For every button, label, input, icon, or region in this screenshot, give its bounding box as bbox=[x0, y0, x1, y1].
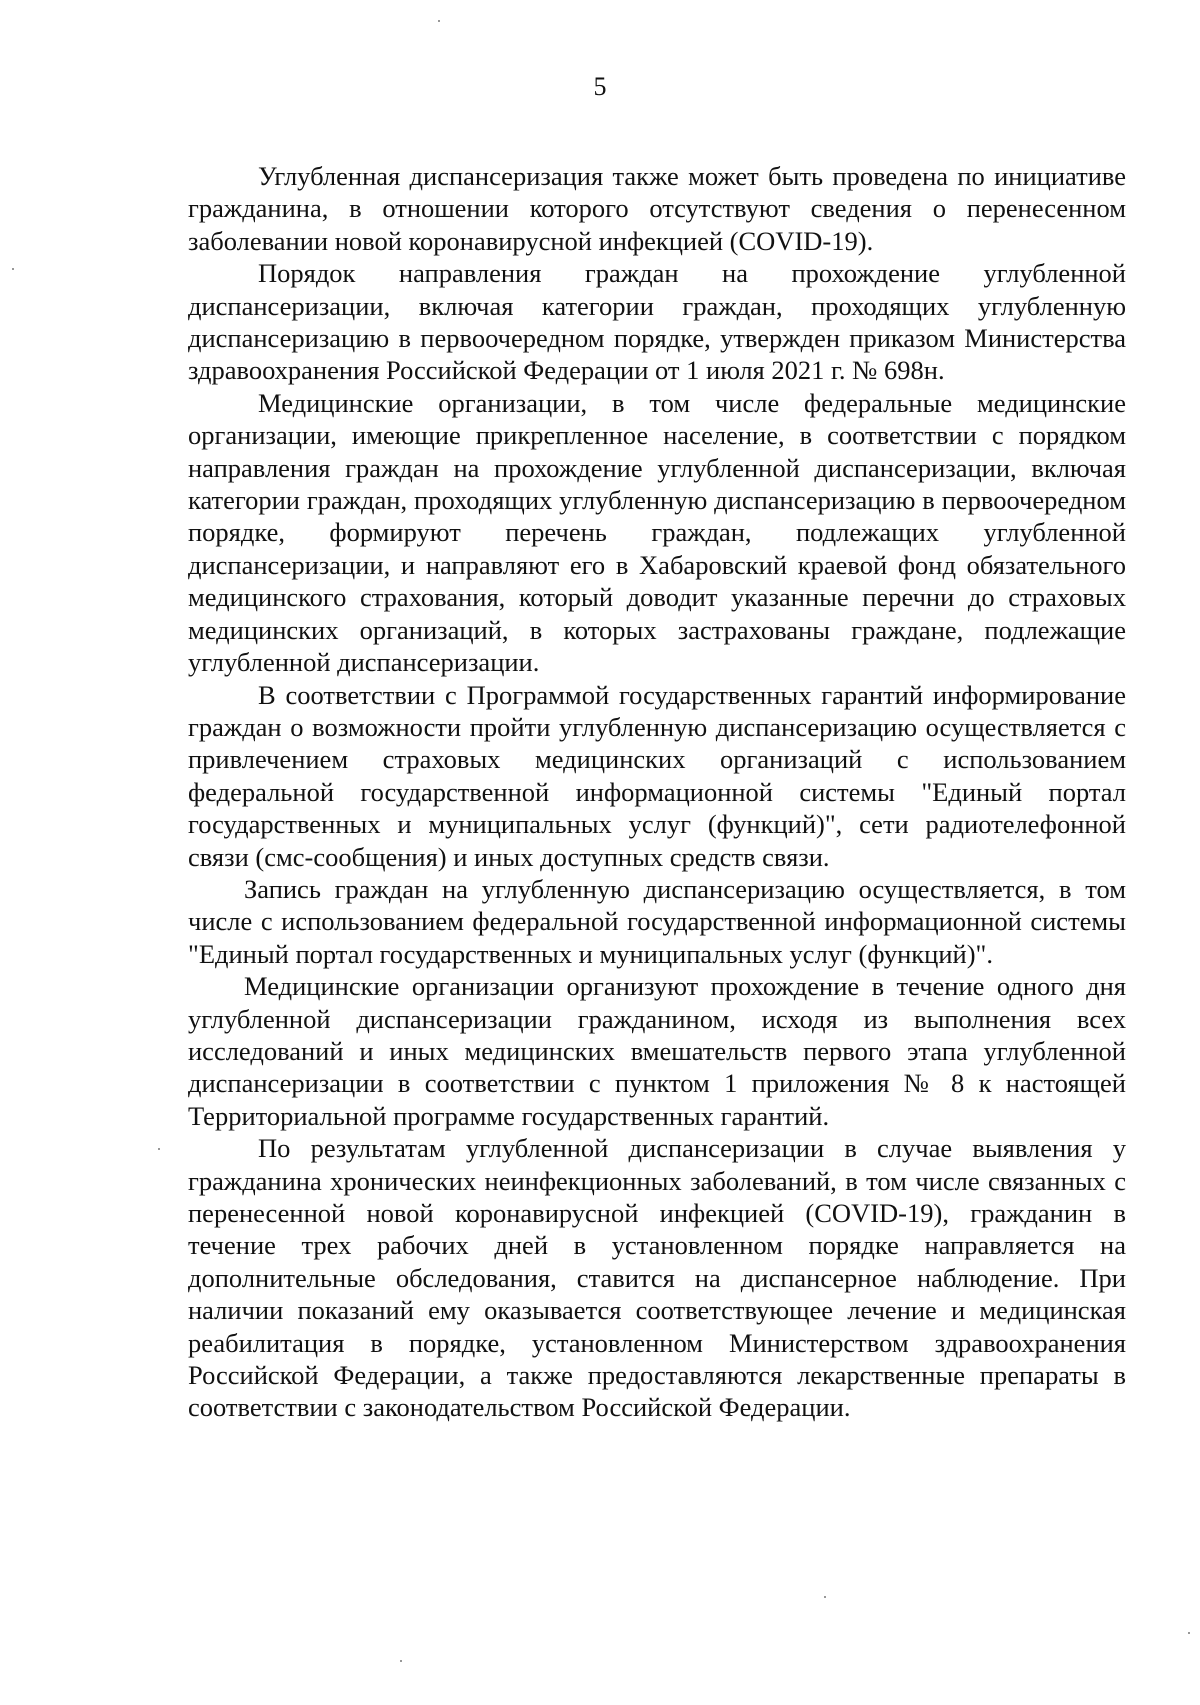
paragraph-registration: Запись граждан на углубленную диспансеризацию осуществляется, в том числе с использованием федеральной государственной информационной системы "Единый портал государственных и муниципальных услуг (функций)". bbox=[188, 873, 1126, 969]
scan-speck bbox=[12, 268, 14, 270]
paragraph-one-day-screening: Медицинские организации организуют прохождение в течение одного дня углубленной диспансеризации гражданином, исходя из выполнения всех исследований и иных медицинских вмешательств первого этапа углубленной диспансеризации в соответствии с пунктом 1 приложения № 8 к настоящей Территориальной программе государственных гарантий. bbox=[188, 971, 1126, 1131]
paragraph-medical-organizations-lists: Медицинские организации, в том числе федеральные медицинские организации, имеющие прикрепленное население, в соответствии с порядком направления граждан на прохождение углубленной диспансеризации, включая категории граждан, проходящих углубленную диспансеризацию в первоочередном порядке, формируют перечень граждан, подлежащих углубленной диспансеризации, и направляют его в Хабаровский краевой фонд обязательного медицинского страхования, который доводит указанные перечни до страховых медицинских организаций, в которых застрахованы граждане, подлежащие углубленной диспансеризации. bbox=[188, 387, 1126, 678]
paragraph-informing-citizens: В соответствии с Программой государственных гарантий информирование граждан о возможности пройти углубленную диспансеризацию осуществляется с привлечением страховых медицинских организаций с использованием федеральной государственной информационной системы "Единый портал государственных и муниципальных услуг (функций)", сети радиотелефонной связи (смс-сообщения) и иных доступных средств связи. bbox=[188, 679, 1126, 872]
scan-speck bbox=[1188, 1632, 1190, 1634]
paragraph-in-depth-screening-initiative: Углубленная диспансеризация также может быть проведена по инициативе гражданина, в отношении которого отсутствуют сведения о перенесенном заболевании новой коронавирусной инфекцией (COVID-19). bbox=[188, 161, 1126, 256]
paragraph-screening-results: По результатам углубленной диспансеризации в случае выявления у гражданина хронических неинфекционных заболеваний, в том числе связанных с перенесенной новой коронавирусной инфекцией (COVID-19), гражданин в течение трех рабочих дней в установленном порядке направляется на дополнительные обследования, ставится на диспансерное наблюдение. При наличии показаний ему оказывается соответствующее лечение и медицинская реабилитация в порядке, установленном Министерством здравоохранения Российской Федерации, а также предоставляются лекарственные препараты в соответствии с законодательством Российской Федерации. bbox=[188, 1133, 1126, 1423]
scan-speck bbox=[400, 1660, 402, 1662]
scan-speck bbox=[158, 1148, 160, 1150]
scan-speck bbox=[824, 1596, 826, 1598]
document-body bbox=[188, 160, 1126, 1424]
paragraph-referral-procedure: Порядок направления граждан на прохождение углубленной диспансеризации, включая категории граждан, проходящих углубленную диспансеризацию в первоочередном порядке, утвержден приказом Министерства здравоохранения Российской Федерации от 1 июля 2021 г. № 698н. bbox=[188, 258, 1126, 386]
page-number: 5 bbox=[593, 72, 607, 101]
scan-speck bbox=[438, 20, 440, 22]
